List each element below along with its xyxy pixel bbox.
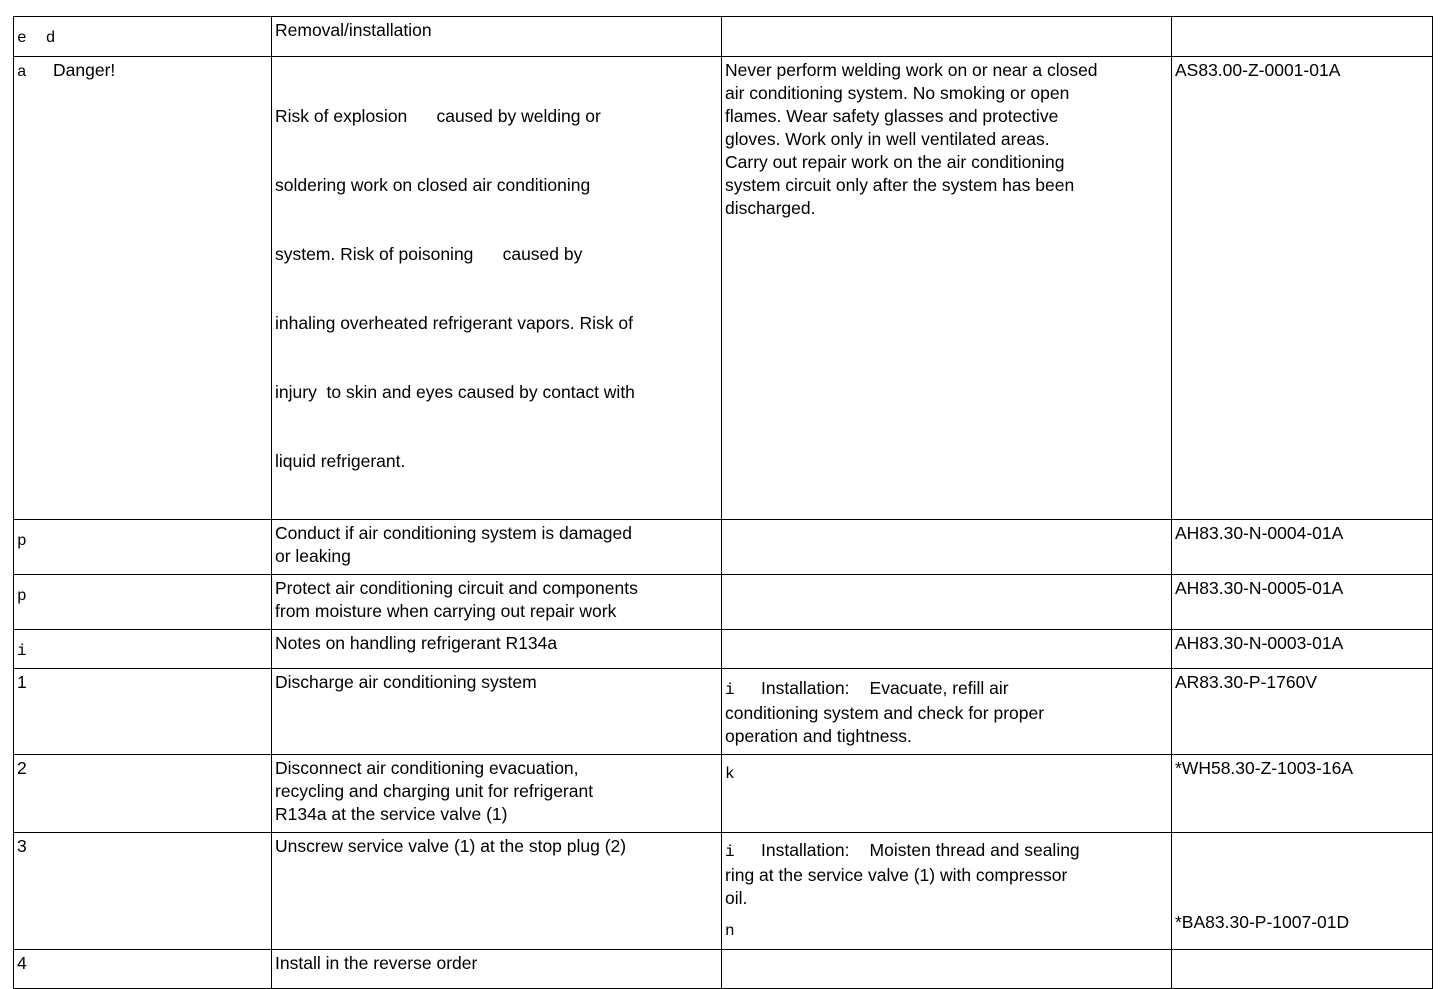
extra-icon: n [725,922,735,940]
danger-ref: AS83.00-Z-0001-01A [1175,60,1341,80]
step-info-cell [722,833,1172,950]
danger-icon: a [17,63,27,81]
measure-line: air conditioning system. No smoking or open [725,83,1070,103]
step-line: Discharge air conditioning system [275,672,537,692]
note-symbol: p [17,587,27,605]
step-line: Disconnect air conditioning evacuation, [275,758,579,778]
measure-line: Never perform welding work on or near a closed [725,60,1098,80]
step-row [14,755,1433,833]
step-line: Unscrew service valve (1) at the stop plug (2) [275,836,627,856]
note-symbol: i [17,642,27,660]
step-row [14,950,1433,989]
procedure-table [13,16,1433,989]
note-text-cell [272,575,722,630]
danger-row [14,57,1433,520]
info-line: ring at the service valve (1) with compressor [725,865,1068,885]
note-row [14,575,1433,630]
info-line: Evacuate, refill air [869,678,1009,698]
page-title: Removal/installation [275,20,432,40]
step-text-cell [272,833,722,950]
measure-line: system circuit only after the system has been [725,175,1075,195]
info-icon: i [725,843,735,861]
measure-line: Carry out repair work on the air conditioning [725,152,1065,172]
note-line: from moisture when carrying out repair work [275,601,617,621]
info-line: oil. [725,888,748,908]
info-icon: i [725,681,735,699]
step-line: Install in the reverse order [275,953,478,973]
danger-measure-cell [722,57,1172,520]
note-line: Notes on handling refrigerant R134a [275,633,558,653]
tool-icon: k [725,765,735,783]
header-row [14,17,1433,57]
risk-line: soldering work on closed air conditioning [275,175,591,195]
note-ref: AH83.30-N-0005-01A [1175,578,1344,598]
step-ref: AR83.30-P-1760V [1175,672,1318,692]
step-text-cell [272,950,722,989]
note-line: or leaking [275,546,351,566]
measure-line: gloves. Work only in well ventilated areas. [725,129,1050,149]
danger-label-cell [14,57,272,520]
note-text-cell [272,520,722,575]
risk-line: liquid refrigerant. [275,451,406,471]
step-ref: *BA83.30-P-1007-01D [1175,912,1350,932]
danger-ref-cell [1172,57,1433,520]
step-number: 3 [17,836,27,856]
risk-line: Risk of explosion caused by welding or [275,106,601,126]
note-line: Conduct if air conditioning system is damaged [275,523,632,543]
step-row [14,833,1433,950]
step-line: R134a at the service valve (1) [275,804,508,824]
step-info-cell [722,669,1172,755]
info-label: Installation: [761,678,850,698]
note-row [14,520,1433,575]
note-ref: AH83.30-N-0004-01A [1175,523,1344,543]
info-line: conditioning system and check for proper [725,703,1045,723]
risk-line: system. Risk of poisoning caused by [275,244,583,264]
step-text-cell [272,669,722,755]
measure-line: discharged. [725,198,816,218]
step-number: 4 [17,953,27,973]
step-row [14,669,1433,755]
risk-line: injury to skin and eyes caused by contact with [275,382,635,402]
note-text-cell [272,630,722,669]
note-row [14,630,1433,669]
note-line: Protect air conditioning circuit and components [275,578,638,598]
step-line: recycling and charging unit for refrigerant [275,781,594,801]
header-symbols: e d [17,29,56,47]
info-line: operation and tightness. [725,726,912,746]
step-number: 1 [17,672,27,692]
step-text-cell [272,755,722,833]
danger-label: Danger! [53,60,116,80]
measure-line: flames. Wear safety glasses and protective [725,106,1059,126]
note-ref: AH83.30-N-0003-01A [1175,633,1344,653]
info-line: Moisten thread and sealing [869,840,1080,860]
header-symbol-cell [14,17,272,57]
info-label: Installation: [761,840,850,860]
header-title-cell [272,17,722,57]
risk-line: inhaling overheated refrigerant vapors. Risk of [275,313,633,333]
danger-risk-cell [272,57,722,520]
step-number: 2 [17,758,27,778]
note-symbol: p [17,532,27,550]
step-ref: *WH58.30-Z-1003-16A [1175,758,1353,778]
